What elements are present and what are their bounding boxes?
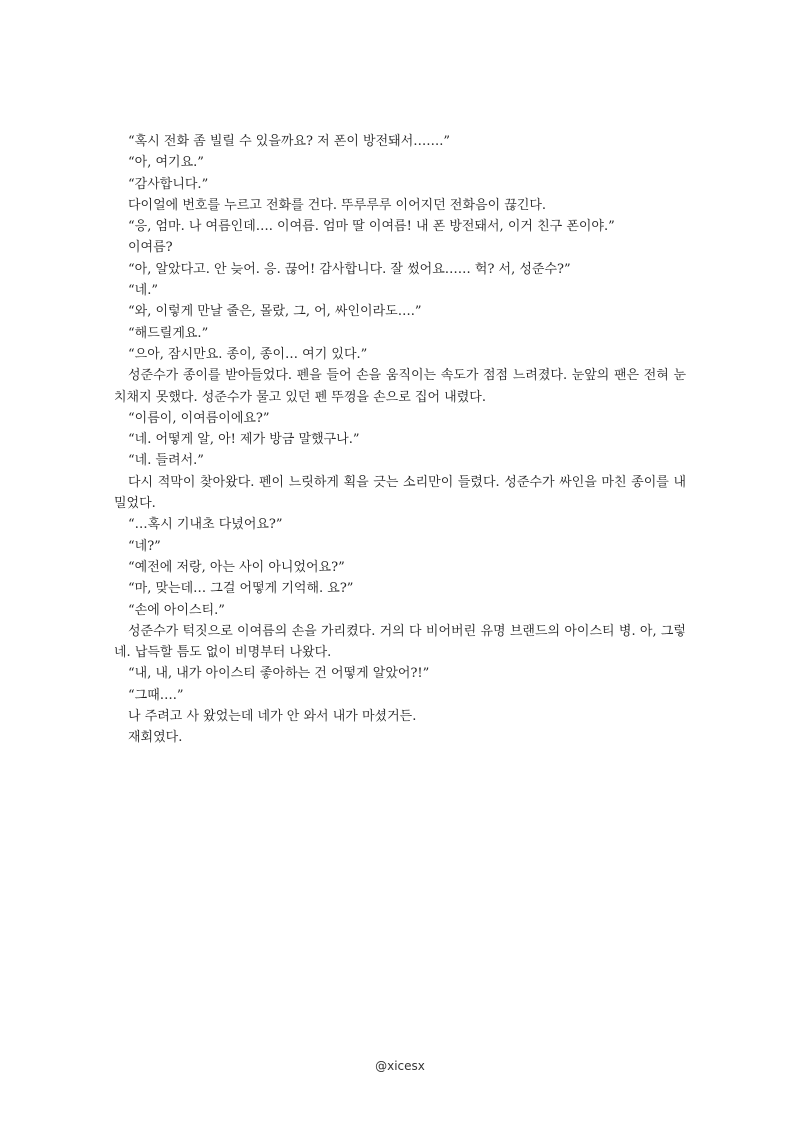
paragraph: “네.” [128, 283, 158, 299]
paragraph: 성준수가 턱짓으로 이여름의 손을 가리켰다. 거의 다 비어버린 유명 브랜드의 아이스티 병. 아, 그렇네. 납득할 틈도 없이 비명부터 나왔다. [114, 623, 686, 661]
paragraph: “아, 알았다고. 안 늦어. 응. 끊어! 감사합니다. 잘 썼어요…… 헉? 서, 성준수?” [128, 261, 571, 277]
paragraph: “그때….” [128, 687, 184, 703]
paragraph: 다이얼에 번호를 누르고 전화를 건다. 뚜루루루 이어지던 전화음이 끊긴다. [128, 197, 547, 213]
paragraph: “해드릴게요.” [128, 325, 209, 341]
paragraph: “으아, 잠시만요. 종이, 종이… 여기 있다.” [128, 346, 368, 362]
paragraph: “네?” [128, 538, 161, 554]
footer-credit: @xicesx [375, 1059, 425, 1073]
paragraph: “감사합니다.” [128, 176, 209, 192]
paragraph: 재회였다. [128, 730, 183, 746]
paragraph: “손에 아이스티.” [128, 602, 225, 618]
paragraph: “마, 맞는데… 그걸 어떻게 기억해. 요?” [128, 581, 354, 597]
paragraph: “네. 어떻게 알, 아! 제가 방금 말했구나.” [128, 432, 360, 448]
document-body [114, 131, 686, 749]
paragraph: “응, 엄마. 나 여름인데…. 이여름. 엄마 딸 이여름! 내 폰 방전돼서, 이거 친구 폰이야.” [128, 219, 615, 235]
paragraph: “이름이, 이여름이에요?” [128, 410, 270, 426]
paragraph: “…혹시 기내초 다녔어요?” [128, 517, 283, 533]
paragraph: 다시 적막이 찾아왔다. 펜이 느릿하게 획을 긋는 소리만이 들렸다. 성준수가 싸인을 마친 종이를 내밀었다. [114, 474, 686, 512]
paragraph: “혹시 전화 좀 빌릴 수 있을까요? 저 폰이 방전돼서…….” [128, 134, 451, 149]
paragraph: “아, 여기요.” [128, 155, 204, 171]
paragraph: 성준수가 종이를 받아들었다. 펜을 들어 손을 움직이는 속도가 점점 느려졌다. 눈앞의 팬은 전혀 눈치채지 못했다. 성준수가 물고 있던 펜 뚜껑을 손으로 집어 내렸다. [114, 368, 686, 405]
paragraph: 이여름? [128, 240, 173, 256]
paragraph: “예전에 저랑, 아는 사이 아니었어요?” [128, 559, 345, 575]
paragraph: “내, 내, 내가 아이스티 좋아하는 건 어떻게 알았어?!” [128, 666, 430, 682]
paragraph: 나 주려고 사 왔었는데 네가 안 와서 내가 마셨거든. [128, 709, 417, 725]
paragraph: “네. 들려서.” [128, 453, 204, 469]
paragraph: “와, 이렇게 만날 줄은, 몰랐, 그, 어, 싸인이라도….” [128, 304, 422, 320]
